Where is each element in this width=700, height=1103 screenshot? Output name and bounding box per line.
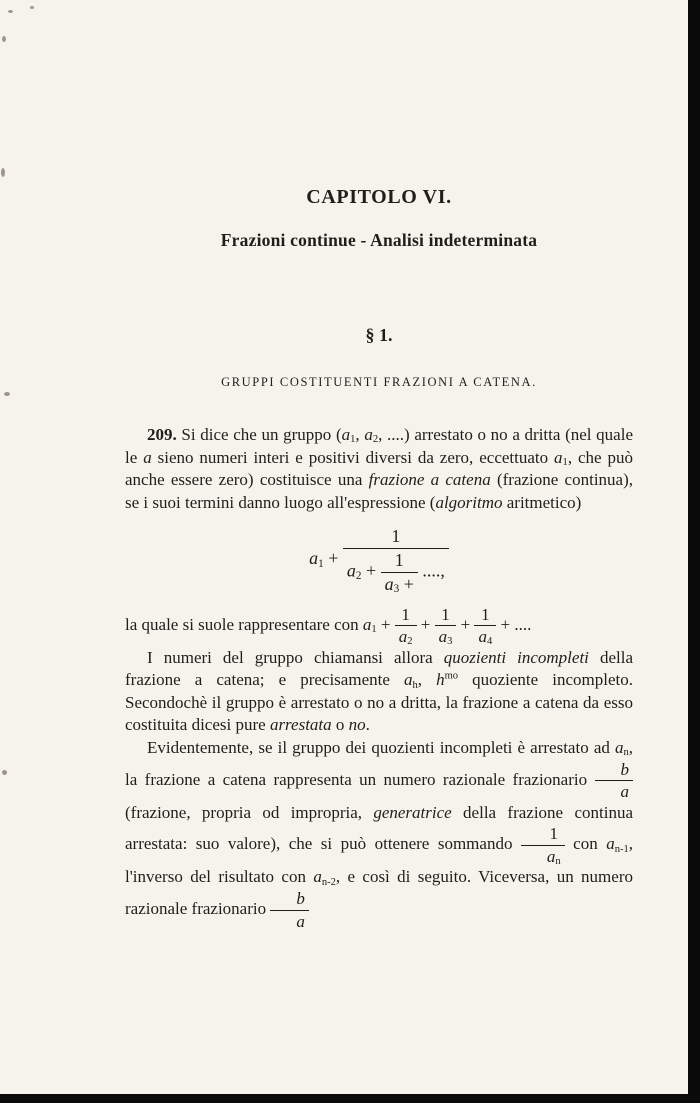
scan-speck: [4, 392, 10, 396]
fraction: $\frac{b}{a}$: [270, 889, 309, 931]
fraction: $\frac{1}{a_n}$: [521, 824, 565, 866]
paragraph-209: 209. Si dice che un gruppo ($a_1$, $a_2$, ....) arrestato o no a dritta (nel quale le a sieno numeri interi e positivi diversi da zero, eccettuato $a_1$, che può anche essere zero) costituisce una frazione a catena (frazione continua), se i suoi termini danno luogo all'espressione (algoritmo aritmetico): [125, 425, 633, 512]
fraction: $\frac{1}{a_4}$: [474, 605, 496, 647]
paragraph-evidentemente: Evidentemente, se il gruppo dei quozienti incompleti è arrestato ad $a_n$, la frazione a catena rappresenta un numero razionale frazionario $\frac{b}{a}$ (frazione, propria od impropria, generatrice della frazione continua arrestata: suo valore), che si può ottenere sommando $\frac{1}{a_n}$ con $a_{n-1}$, l'inverso del risultato con $a_{n-2}$, e così di seguito. Viceversa, un numero razionale frazionario $\frac{b}{a}$: [125, 738, 633, 931]
continued-fraction-formula: $a_1$ + 1 $a_2$ + $\frac{1}{a_3 +}$ ....,: [125, 526, 633, 594]
scan-speck: [2, 770, 7, 775]
fraction: $\frac{b}{a}$: [595, 760, 634, 802]
page-text-block: [125, 0, 633, 931]
chapter-title: CAPITOLO VI.: [306, 186, 452, 208]
scan-speck: [30, 6, 34, 9]
section-heading: GRUPPI COSTITUENTI FRAZIONI A CATENA.: [221, 375, 537, 389]
fraction: $\frac{1}{a_3 +}$: [381, 550, 418, 594]
scan-speck: [2, 36, 6, 42]
fraction: 1 $a_2$ + $\frac{1}{a_3 +}$ ....,: [343, 526, 449, 594]
scan-speck: [8, 10, 13, 13]
scan-edge-bottom: [0, 1094, 700, 1103]
paragraph-quozienti: I numeri del gruppo chiamansi allora quozienti incompleti della frazione a catena; e precisamente $a_h$, $h^{mo}$ quoziente incompleto. Secondochè il gruppo è arrestato o no a dritta, la frazione a catena da esso costituita dicesi pure arrestata o no.: [125, 647, 633, 735]
chapter-subtitle: Frazioni continue - Analisi indeterminata: [220, 230, 538, 250]
scan-edge-right: [688, 0, 700, 1103]
fraction: $\frac{1}{a_3}$: [435, 605, 457, 647]
section-mark: § 1.: [365, 325, 393, 345]
paragraph-representation: la quale si suole rappresentare con $a_1$ + $\frac{1}{a_2}$ + $\frac{1}{a_3}$ + $\frac{1}{a_4}$ + ....: [125, 604, 532, 648]
scan-speck: [1, 168, 5, 177]
fraction: $\frac{1}{a_2}$: [395, 605, 417, 647]
